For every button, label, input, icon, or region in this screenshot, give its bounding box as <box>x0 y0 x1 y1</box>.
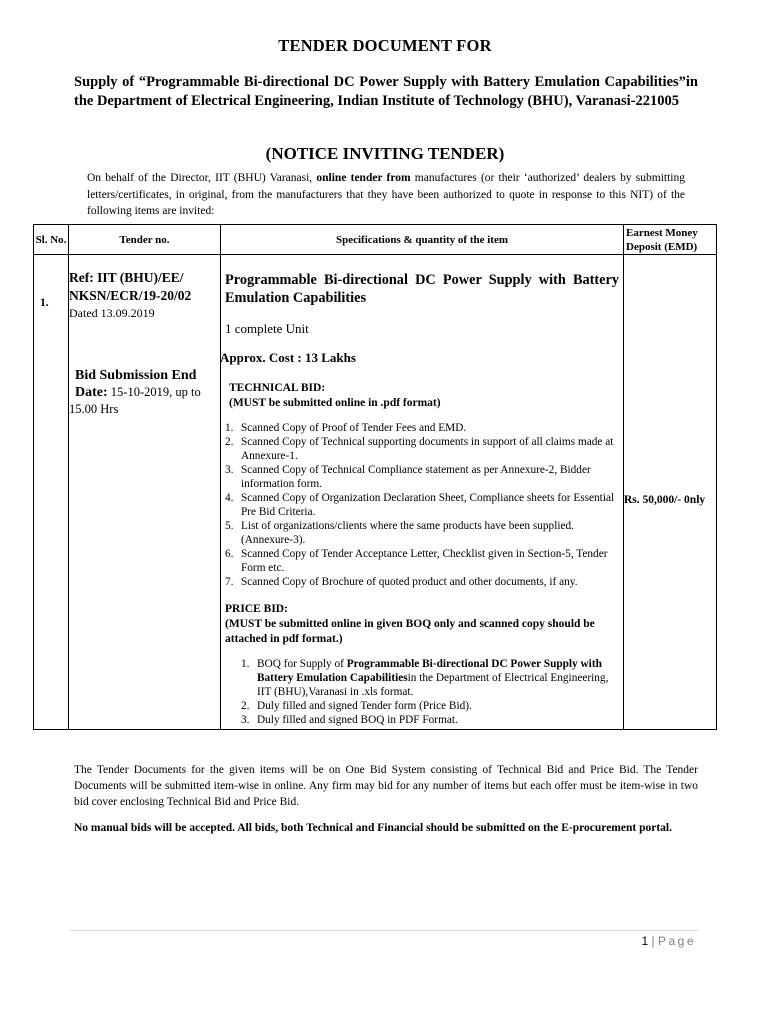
cell-sl-no: 1. <box>34 255 69 730</box>
intro-text-part2: manufactures (or their ‘authorized’ dealers by submitting letters/certificates, in original, from the manufacturers that they have been authorized to quote in response to this NIT) of the following items are invited: <box>87 172 685 217</box>
list-item <box>225 463 619 491</box>
header-specifications: Specifications & quantity of the item <box>221 225 624 255</box>
bid-end-label: Bid Submission End Date: <box>75 368 197 400</box>
item-quantity: 1 complete Unit <box>225 321 309 336</box>
list-item-number: 5. <box>225 520 234 532</box>
list-item-text: Duly filled and signed Tender form (Price Bid). <box>257 700 472 712</box>
list-item-text: BOQ for Supply of <box>257 658 347 670</box>
tender-reference-line2: NKSN/ECR/19-20/02 <box>69 288 192 303</box>
tender-reference-line1: Ref: IIT (BHU)/EE/ <box>69 270 184 285</box>
table-header-row <box>34 225 717 255</box>
technical-bid-heading <box>225 381 619 411</box>
list-item-text: Scanned Copy of Tender Acceptance Letter, Checklist given in Section-5, Tender Form etc. <box>241 548 608 574</box>
intro-paragraph <box>87 170 685 220</box>
price-bid-title: PRICE BID: <box>225 603 288 615</box>
no-manual-bids-paragraph: No manual bids will be accepted. All bids, both Technical and Financial should be submitted on the E-procurement portal. <box>74 822 672 834</box>
cell-emd-amount: Rs. 50,000/- 0nly <box>624 255 717 730</box>
list-item-bold: Programmable Bi-directional DC Power Supply with Battery Emulation Capabilities <box>257 658 602 684</box>
list-item-number: 6. <box>225 548 234 560</box>
intro-text-bold: online tender from <box>316 172 411 184</box>
list-item-number: 2. <box>225 436 234 448</box>
list-item <box>225 421 619 435</box>
list-item-number: 3. <box>241 714 250 726</box>
item-name: Programmable Bi-directional DC Power Supply with Battery Emulation Capabilities <box>225 272 619 306</box>
list-item <box>225 547 619 575</box>
price-bid-heading <box>225 602 619 647</box>
bid-submission-end <box>69 367 218 418</box>
list-item-text: List of organizations/clients where the same products have been supplied. (Annexure-3). <box>241 520 574 546</box>
list-item-number: 3. <box>225 464 234 476</box>
list-item <box>225 491 619 519</box>
list-item <box>225 575 619 589</box>
header-tender-no: Tender no. <box>69 225 221 255</box>
header-emd: Earnest Money Deposit (EMD) <box>624 225 717 255</box>
header-sl-no: Sl. No. <box>34 225 69 255</box>
list-item-text: Scanned Copy of Organization Declaration Sheet, Compliance sheets for Essential Pre Bid Criteria. <box>241 492 615 518</box>
list-item-number: 2. <box>241 700 250 712</box>
list-item-number: 7. <box>225 576 234 588</box>
list-item-number: 1. <box>241 658 250 670</box>
page-number <box>600 934 696 948</box>
page-number-value: 1 <box>641 934 649 948</box>
list-item-number: 1. <box>225 422 234 434</box>
list-item-text: Scanned Copy of Proof of Tender Fees and EMD. <box>241 422 467 434</box>
list-item-text: Scanned Copy of Brochure of quoted product and other documents, if any. <box>241 576 578 588</box>
page-word: Page <box>657 934 696 948</box>
tender-subject: Supply of “Programmable Bi-directional DC Power Supply with Battery Emulation Capabilities”in the Department of Electrical Engineering, Indian Institute of Technology (BHU), Varanasi-221005 <box>74 74 698 109</box>
list-item-text: Duly filled and signed BOQ in PDF Format. <box>257 714 458 726</box>
list-item <box>225 713 619 727</box>
table-row <box>34 255 717 730</box>
list-item <box>225 435 619 463</box>
list-item-number: 4. <box>225 492 234 504</box>
notice-inviting-tender-title: (NOTICE INVITING TENDER) <box>265 144 505 163</box>
list-item <box>225 699 619 713</box>
page-number-separator: | <box>648 934 658 948</box>
footer-divider <box>70 930 698 931</box>
price-bid-note: (MUST be submitted online in given BOQ only and scanned copy should be attached in pdf format.) <box>225 618 595 645</box>
list-item <box>225 657 619 699</box>
price-bid-list <box>225 657 619 727</box>
approx-cost: Approx. Cost : 13 Lakhs <box>220 350 356 365</box>
tender-reference <box>69 269 218 305</box>
technical-bid-list <box>225 421 619 589</box>
cell-specifications <box>221 255 624 730</box>
list-item-text: Scanned Copy of Technical supporting documents in support of all claims made at Annexure-1. <box>241 436 614 462</box>
list-item-text-post: in the Department of Electrical Engineering, IIT (BHU),Varanasi in .xls format. <box>257 672 609 698</box>
technical-bid-title: TECHNICAL BID: <box>229 382 326 394</box>
cell-tender-no <box>69 255 221 730</box>
bid-system-paragraph: The Tender Documents for the given items will be on One Bid System consisting of Technical Bid and Price Bid. The Tender Documents will be submitted item-wise in online. Any firm may bid for any number of items but each offer must be item-wise in two bid cover enclosing Technical Bid and Price Bid. <box>74 764 698 808</box>
list-item-text: Scanned Copy of Technical Compliance statement as per Annexure-2, Bidder information form. <box>241 464 591 490</box>
tender-date: Dated 13.09.2019 <box>69 306 155 320</box>
tender-table <box>33 224 717 730</box>
bid-end-date: 15-10-2019, up to <box>107 385 201 399</box>
technical-bid-note: (MUST be submitted online in .pdf format) <box>229 397 441 409</box>
bid-end-time: 15.00 Hrs <box>69 402 119 416</box>
list-item <box>225 519 619 547</box>
document-title: TENDER DOCUMENT FOR <box>278 36 492 55</box>
intro-text-part1: On behalf of the Director, IIT (BHU) Varanasi, <box>87 172 317 184</box>
